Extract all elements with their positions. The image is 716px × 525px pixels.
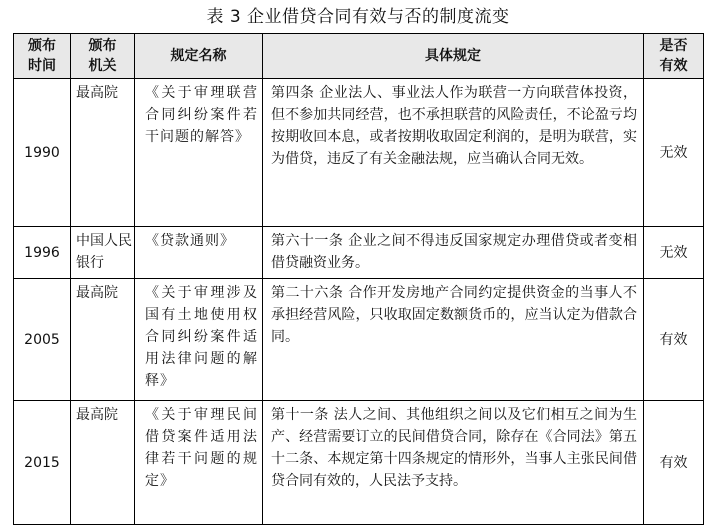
table-row xyxy=(14,279,704,401)
table-header-row xyxy=(14,34,704,79)
cell-issuer: 中国人民银行 xyxy=(71,227,135,279)
table-row xyxy=(14,79,704,227)
cell-issuer: 最高院 xyxy=(71,279,135,401)
cell-year: 2015 xyxy=(14,401,71,525)
header-year: 颁布 时间 xyxy=(14,34,71,79)
cell-content: 第六十一条 企业之间不得违反国家规定办理借贷或者变相借贷融资业务。 xyxy=(263,227,644,279)
cell-validity: 无效 xyxy=(644,227,704,279)
cell-validity: 无效 xyxy=(644,79,704,227)
regulation-table xyxy=(13,33,704,525)
header-validity: 是否 有效 xyxy=(644,34,704,79)
header-issuer: 颁布 机关 xyxy=(71,34,135,79)
cell-validity: 有效 xyxy=(644,279,704,401)
cell-regulation-name: 《关于审理民间借贷案件适用法律若干问题的规定》 xyxy=(135,401,263,525)
cell-content: 第四条 企业法人、事业法人作为联营一方向联营体投资，但不参加共同经营，也不承担联营的风险责任，不论盈亏均按期收回本息，或者按期收取固定利润的，是明为联营，实为借贷，违反了有关金融法规，应当确认合同无效。 xyxy=(263,79,644,227)
cell-issuer: 最高院 xyxy=(71,401,135,525)
cell-year: 2005 xyxy=(14,279,71,401)
table-row xyxy=(14,227,704,279)
cell-content: 第二十六条 合作开发房地产合同约定提供资金的当事人不承担经营风险，只收取固定数额货币的，应当认定为借款合同。 xyxy=(263,279,644,401)
cell-validity: 有效 xyxy=(644,401,704,525)
cell-content: 第十一条 法人之间、其他组织之间以及它们相互之间为生产、经营需要订立的民间借贷合同，除存在《合同法》第五十二条、本规定第十四条规定的情形外，当事人主张民间借贷合同有效的，人民法予支持。 xyxy=(263,401,644,525)
cell-year: 1996 xyxy=(14,227,71,279)
header-name: 规定名称 xyxy=(135,34,263,79)
cell-regulation-name: 《贷款通则》 xyxy=(135,227,263,279)
cell-issuer: 最高院 xyxy=(71,79,135,227)
cell-year: 1990 xyxy=(14,79,71,227)
cell-regulation-name: 《关于审理联营合同纠纷案件若干问题的解答》 xyxy=(135,79,263,227)
cell-regulation-name: 《关于审理涉及国有土地使用权合同纠纷案件适用法律问题的解释》 xyxy=(135,279,263,401)
header-content: 具体规定 xyxy=(263,34,644,79)
table-title: 表 3 企业借贷合同有效与否的制度流变 xyxy=(206,7,510,27)
